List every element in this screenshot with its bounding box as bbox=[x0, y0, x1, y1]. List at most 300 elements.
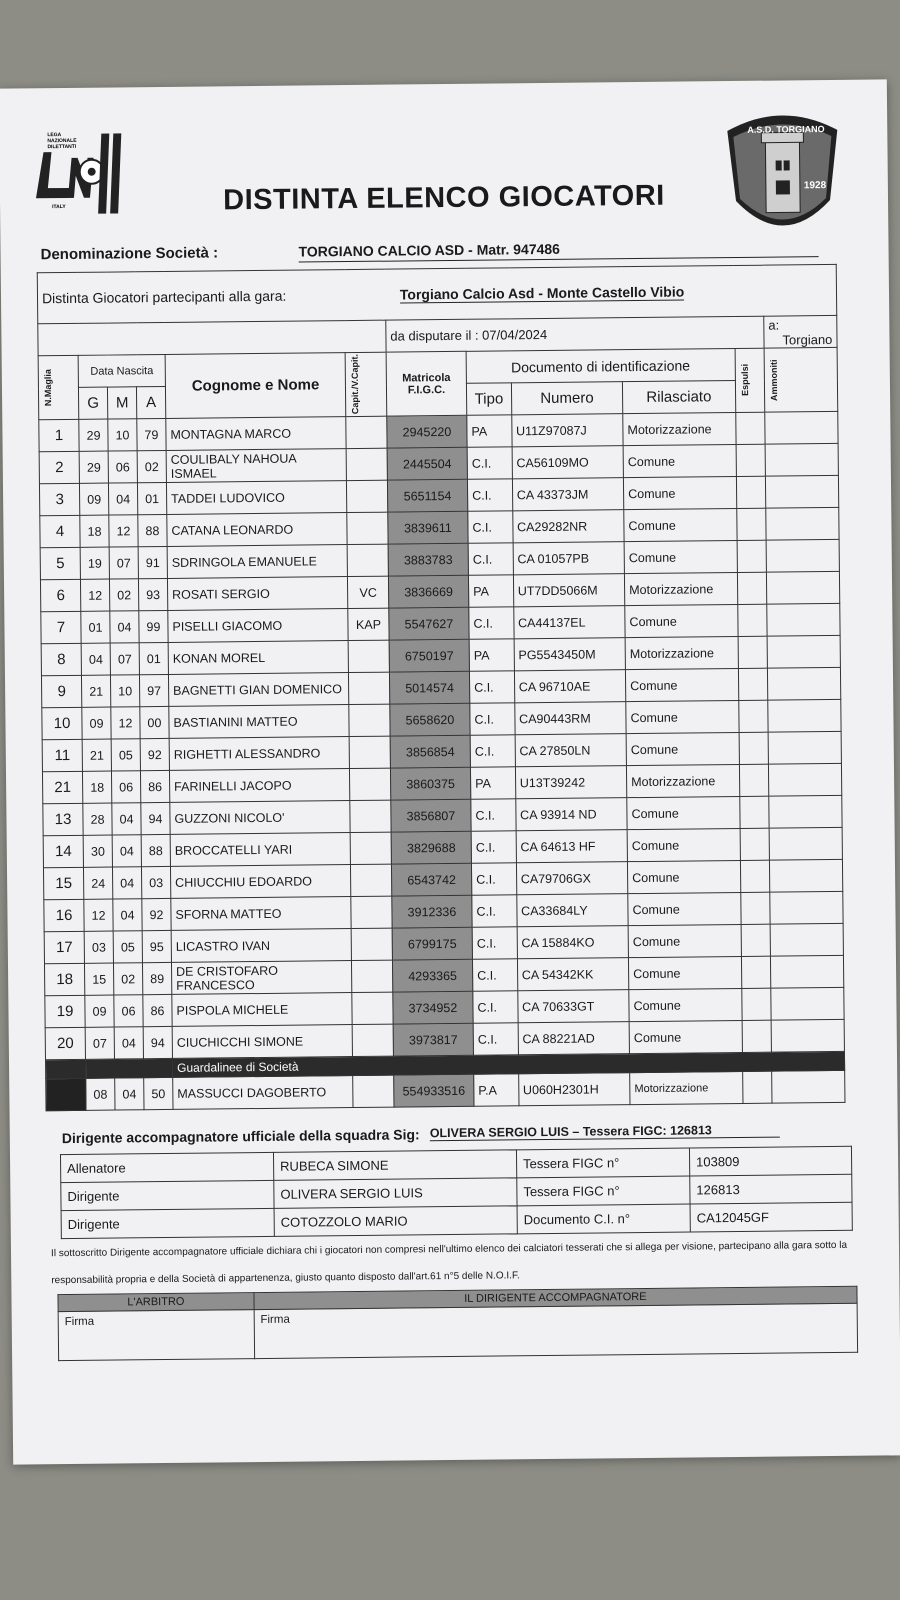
arbitro-label: L'ARBITRO bbox=[58, 1293, 254, 1312]
player-doc-rilasciato: Comune bbox=[624, 476, 737, 509]
player-ammoniti bbox=[765, 411, 838, 444]
player-matricola: 3973817 bbox=[393, 1023, 473, 1056]
player-maglia: 2 bbox=[39, 451, 79, 483]
player-doc-numero: CA33684LY bbox=[516, 894, 628, 927]
club-crest-name: A.S.D. TORGIANO bbox=[747, 124, 825, 135]
player-giorno: 01 bbox=[81, 611, 110, 643]
player-maglia: 16 bbox=[44, 899, 84, 931]
player-doc-tipo: C.I. bbox=[473, 1023, 518, 1055]
data-disputa: da disputare il : 07/04/2024 bbox=[386, 316, 764, 352]
player-giorno: 12 bbox=[81, 579, 110, 611]
player-matricola: 3836669 bbox=[388, 575, 468, 608]
player-doc-rilasciato: Comune bbox=[626, 732, 739, 765]
player-anno: 89 bbox=[143, 962, 172, 994]
player-ammoniti bbox=[766, 507, 839, 540]
societa-value: TORGIANO CALCIO ASD - Matr. 947486 bbox=[298, 238, 818, 262]
staff-doc-numero: CA12045GF bbox=[690, 1202, 852, 1232]
player-doc-rilasciato: Comune bbox=[628, 924, 741, 957]
player-ammoniti bbox=[769, 827, 842, 860]
col-capit-label: Capit./V.Capit. bbox=[349, 354, 361, 415]
guardalinee-ammoniti bbox=[772, 1070, 845, 1103]
player-nome: DE CRISTOFARO FRANCESCO bbox=[171, 961, 352, 995]
player-maglia: 7 bbox=[41, 611, 81, 643]
lnd-logo-line1: LEGA bbox=[47, 132, 62, 139]
player-doc-rilasciato: Motorizzazione bbox=[627, 764, 740, 797]
gara-row bbox=[37, 264, 836, 323]
player-matricola: 3839611 bbox=[388, 511, 468, 544]
gara-match: Torgiano Calcio Asd - Monte Castello Vibio bbox=[399, 283, 685, 303]
player-giorno: 21 bbox=[82, 675, 111, 707]
staff-doc-tipo: Documento C.I. n° bbox=[517, 1204, 690, 1234]
player-doc-rilasciato: Comune bbox=[627, 796, 740, 829]
player-maglia: 18 bbox=[44, 963, 84, 995]
player-anno: 02 bbox=[137, 450, 166, 482]
player-giorno: 18 bbox=[83, 771, 112, 803]
guardalinee-label: Guardalinee di Società bbox=[172, 1051, 844, 1077]
player-doc-numero: CA 70633GT bbox=[517, 990, 629, 1023]
club-crest bbox=[717, 110, 848, 241]
dirigente-firma[interactable]: Firma bbox=[254, 1303, 858, 1358]
player-maglia: 13 bbox=[43, 803, 83, 835]
player-capitano bbox=[352, 992, 393, 1024]
player-doc-tipo: C.I. bbox=[472, 927, 517, 959]
player-doc-rilasciato: Motorizzazione bbox=[623, 412, 736, 445]
gara-label: Distinta Giocatori partecipanti alla gara: bbox=[41, 287, 287, 307]
player-doc-tipo: C.I. bbox=[467, 447, 512, 479]
player-espulsi bbox=[740, 892, 770, 924]
player-espulsi bbox=[738, 636, 768, 668]
player-matricola: 6799175 bbox=[392, 927, 472, 960]
col-espulsi-header bbox=[735, 348, 765, 412]
player-capitano bbox=[346, 416, 387, 448]
player-doc-rilasciato: Comune bbox=[624, 540, 737, 573]
player-anno: 86 bbox=[143, 994, 172, 1026]
player-nome: FARINELLI JACOPO bbox=[169, 769, 350, 803]
player-maglia: 15 bbox=[43, 867, 83, 899]
player-giorno: 19 bbox=[80, 547, 109, 579]
player-mese: 02 bbox=[110, 579, 139, 611]
player-nome: SDRINGOLA EMANUELE bbox=[167, 545, 348, 579]
player-maglia: 14 bbox=[43, 835, 83, 867]
player-giorno: 29 bbox=[79, 451, 108, 483]
player-mese: 04 bbox=[114, 1027, 143, 1059]
player-doc-tipo: C.I. bbox=[471, 831, 516, 863]
player-nome: BAGNETTI GIAN DOMENICO bbox=[168, 673, 349, 707]
player-mese: 06 bbox=[108, 451, 137, 483]
col-tipo: Tipo bbox=[466, 383, 511, 415]
dirigente-label: Dirigente accompagnatore ufficiale della squadra Sig: bbox=[61, 1126, 420, 1147]
player-anno: 00 bbox=[140, 706, 169, 738]
player-capitano bbox=[352, 960, 393, 992]
player-doc-rilasciato: Comune bbox=[627, 828, 740, 861]
player-mese: 12 bbox=[109, 515, 138, 547]
staff-nome: RUBECA SIMONE bbox=[273, 1150, 516, 1181]
player-doc-tipo: PA bbox=[468, 575, 513, 607]
guardalinee-numero: U060H2301H bbox=[518, 1073, 630, 1106]
player-doc-tipo: PA bbox=[467, 415, 512, 447]
arbitro-firma[interactable]: Firma bbox=[58, 1310, 254, 1361]
gara-cell bbox=[37, 264, 836, 323]
player-nome: RIGHETTI ALESSANDRO bbox=[169, 737, 350, 771]
player-anno: 03 bbox=[142, 866, 171, 898]
player-giorno: 09 bbox=[80, 483, 109, 515]
player-mese: 05 bbox=[113, 931, 142, 963]
player-doc-tipo: C.I. bbox=[469, 607, 514, 639]
player-ammoniti bbox=[765, 475, 838, 508]
player-doc-numero: CA 15884KO bbox=[517, 926, 629, 959]
player-maglia: 1 bbox=[39, 419, 79, 451]
player-doc-numero: CA 43373JM bbox=[512, 478, 624, 511]
player-doc-rilasciato: Motorizzazione bbox=[625, 572, 738, 605]
player-anno: 97 bbox=[139, 674, 168, 706]
player-doc-numero: U13T39242 bbox=[515, 766, 627, 799]
player-mese: 04 bbox=[109, 483, 138, 515]
player-doc-numero: CA90443RM bbox=[514, 702, 626, 735]
guardalinee-g: 08 bbox=[86, 1078, 115, 1110]
player-maglia: 8 bbox=[41, 643, 81, 675]
player-giorno: 30 bbox=[83, 835, 112, 867]
luogo-cell bbox=[764, 315, 837, 348]
player-mese: 02 bbox=[114, 963, 143, 995]
col-a: A bbox=[136, 386, 165, 418]
declaration-text: Il sottoscritto Dirigente accompagnatore ufficiale dichiara chi i giocatori non compresi nell'ultimo elenco dei calciatori tesserati che si allega per visione, partecipano alla gara sotto la responsabilità propria e della Società di appartenenza, giusto quanto disposto dall'art.61 n°5 delle N.O.I.F. bbox=[50, 1239, 848, 1287]
player-mese: 04 bbox=[110, 611, 139, 643]
player-espulsi bbox=[738, 668, 768, 700]
player-espulsi bbox=[741, 956, 771, 988]
player-maglia: 21 bbox=[42, 771, 82, 803]
player-doc-rilasciato: Comune bbox=[624, 508, 737, 541]
lnd-logo-line3: DILETTANTI bbox=[47, 143, 77, 151]
player-doc-numero: CA 64613 HF bbox=[516, 830, 628, 863]
col-figc-label: F.I.G.C. bbox=[407, 383, 446, 396]
player-doc-rilasciato: Comune bbox=[626, 668, 739, 701]
player-giorno: 07 bbox=[85, 1027, 114, 1059]
player-nome: MONTAGNA MARCO bbox=[166, 417, 347, 451]
player-doc-numero: CA 54342KK bbox=[517, 958, 629, 991]
col-matricola-header bbox=[386, 351, 467, 416]
player-espulsi bbox=[735, 412, 765, 444]
player-ammoniti bbox=[768, 731, 841, 764]
player-matricola: 5651154 bbox=[387, 479, 467, 512]
player-anno: 95 bbox=[142, 930, 171, 962]
player-doc-numero: CA29282NR bbox=[512, 510, 624, 543]
player-espulsi bbox=[741, 988, 771, 1020]
player-ammoniti bbox=[765, 443, 838, 476]
staff-table bbox=[60, 1146, 853, 1239]
staff-nome: OLIVERA SERGIO LUIS bbox=[274, 1178, 517, 1209]
player-maglia: 9 bbox=[41, 675, 81, 707]
guardalinee-cap bbox=[353, 1075, 394, 1107]
staff-nome: COTOZZOLO MARIO bbox=[274, 1206, 517, 1237]
player-maglia: 11 bbox=[42, 739, 82, 771]
player-matricola: 3883783 bbox=[388, 543, 468, 576]
player-doc-rilasciato: Comune bbox=[629, 956, 742, 989]
player-nome: CHIUCCHIU EDOARDO bbox=[170, 865, 351, 899]
lnd-logo-line2: NAZIONALE bbox=[47, 137, 77, 145]
player-matricola: 6750197 bbox=[389, 639, 469, 672]
luogo-label: a: bbox=[768, 317, 780, 333]
signature-body bbox=[58, 1303, 857, 1360]
player-matricola: 3860375 bbox=[390, 767, 470, 800]
player-doc-numero: CA 96710AE bbox=[514, 670, 626, 703]
player-capitano bbox=[347, 512, 388, 544]
player-mese: 06 bbox=[112, 771, 141, 803]
player-nome: CIUCHICCHI SIMONE bbox=[172, 1025, 353, 1059]
col-numero: Numero bbox=[511, 382, 623, 415]
player-espulsi bbox=[736, 476, 766, 508]
player-ammoniti bbox=[767, 635, 840, 668]
player-doc-numero: U11Z97087J bbox=[511, 414, 623, 447]
col-nome-header: Cognome e Nome bbox=[165, 353, 346, 419]
player-anno: 86 bbox=[141, 770, 170, 802]
player-mese: 07 bbox=[110, 643, 139, 675]
player-nome: PISELLI GIACOMO bbox=[168, 609, 349, 643]
player-mese: 10 bbox=[111, 675, 140, 707]
player-giorno: 29 bbox=[79, 419, 108, 451]
player-doc-tipo: PA bbox=[469, 639, 514, 671]
player-giorno: 04 bbox=[81, 643, 110, 675]
player-doc-tipo: C.I. bbox=[473, 959, 518, 991]
players-table bbox=[37, 264, 846, 1111]
player-capitano: VC bbox=[348, 576, 389, 608]
player-ammoniti bbox=[769, 795, 842, 828]
staff-ruolo: Dirigente bbox=[61, 1180, 274, 1210]
player-doc-tipo: PA bbox=[470, 767, 515, 799]
col-maglia-label: N.Maglia bbox=[42, 369, 54, 407]
luogo-value: Torgiano bbox=[782, 331, 833, 347]
player-doc-tipo: C.I. bbox=[469, 671, 514, 703]
col-rilasciato: Rilasciato bbox=[623, 380, 736, 413]
player-ammoniti bbox=[770, 891, 843, 924]
dirigente-sign-label: IL DIRIGENTE ACCOMPAGNATORE bbox=[254, 1286, 857, 1309]
player-mese: 06 bbox=[114, 995, 143, 1027]
player-capitano bbox=[351, 896, 392, 928]
staff-doc-tipo: Tessera FIGC n° bbox=[516, 1148, 689, 1178]
player-matricola: 3856854 bbox=[390, 735, 470, 768]
player-maglia: 4 bbox=[40, 515, 80, 547]
col-m: M bbox=[108, 387, 137, 419]
player-maglia: 5 bbox=[40, 547, 80, 579]
player-espulsi bbox=[740, 828, 770, 860]
player-nome: ROSATI SERGIO bbox=[167, 577, 348, 611]
guardalinee-espulsi bbox=[742, 1071, 772, 1103]
player-doc-tipo: C.I. bbox=[472, 895, 517, 927]
player-espulsi bbox=[742, 1020, 772, 1052]
player-nome: TADDEI LUDOVICO bbox=[166, 481, 347, 515]
guardalinee-a: 50 bbox=[144, 1077, 173, 1109]
col-ammoniti-header bbox=[764, 347, 838, 412]
col-capit-header bbox=[345, 352, 386, 416]
player-anno: 94 bbox=[143, 1026, 172, 1058]
lnd-logo-italy: ITALY bbox=[52, 203, 66, 211]
player-espulsi bbox=[736, 508, 766, 540]
player-capitano bbox=[350, 768, 391, 800]
player-doc-rilasciato: Comune bbox=[628, 860, 741, 893]
col-maglia-header bbox=[38, 355, 79, 419]
player-capitano bbox=[350, 800, 391, 832]
player-matricola: 2445504 bbox=[387, 447, 467, 480]
player-doc-tipo: C.I. bbox=[472, 863, 517, 895]
club-crest-year: 1928 bbox=[803, 180, 827, 192]
guardalinee-marker bbox=[46, 1078, 86, 1110]
player-mese: 04 bbox=[112, 835, 141, 867]
player-doc-numero: CA 27850LN bbox=[515, 734, 627, 767]
player-espulsi bbox=[739, 732, 769, 764]
player-doc-numero: CA79706GX bbox=[516, 862, 628, 895]
guardalinee-tipo: P.A bbox=[474, 1074, 519, 1106]
staff-ruolo: Dirigente bbox=[61, 1208, 274, 1238]
player-doc-numero: CA 01057PB bbox=[513, 542, 625, 575]
player-maglia: 17 bbox=[44, 931, 84, 963]
player-espulsi bbox=[741, 924, 771, 956]
player-maglia: 10 bbox=[42, 707, 82, 739]
player-capitano bbox=[351, 864, 392, 896]
player-espulsi bbox=[740, 860, 770, 892]
document-sheet bbox=[0, 79, 900, 1464]
col-ammoniti-label: Ammoniti bbox=[768, 359, 780, 401]
player-capitano bbox=[347, 480, 388, 512]
col-documento: Documento di identificazione bbox=[466, 348, 735, 383]
player-anno: 92 bbox=[142, 898, 171, 930]
guardalinee-bar-spacer-2 bbox=[86, 1058, 173, 1078]
player-doc-numero: PG5543450M bbox=[514, 638, 626, 671]
player-giorno: 09 bbox=[85, 995, 114, 1027]
player-nome: LICASTRO IVAN bbox=[171, 929, 352, 963]
player-ammoniti bbox=[766, 571, 839, 604]
player-capitano bbox=[347, 544, 388, 576]
player-anno: 94 bbox=[141, 802, 170, 834]
staff-ruolo: Allenatore bbox=[60, 1152, 273, 1182]
player-capitano bbox=[348, 640, 389, 672]
guardalinee-matricola: 554933516 bbox=[394, 1074, 474, 1107]
player-matricola: 6543742 bbox=[391, 863, 471, 896]
player-nome: SFORNA MATTEO bbox=[171, 897, 352, 931]
player-doc-tipo: C.I. bbox=[470, 703, 515, 735]
data-row-spacer bbox=[38, 320, 386, 356]
player-anno: 92 bbox=[140, 738, 169, 770]
player-doc-rilasciato: Motorizzazione bbox=[625, 636, 738, 669]
player-matricola: 3912336 bbox=[392, 895, 472, 928]
player-capitano bbox=[351, 928, 392, 960]
player-doc-numero: CA44137EL bbox=[513, 606, 625, 639]
player-doc-rilasciato: Comune bbox=[626, 700, 739, 733]
player-matricola: 2945220 bbox=[387, 415, 467, 448]
player-nome: GUZZONI NICOLO' bbox=[170, 801, 351, 835]
player-anno: 91 bbox=[138, 546, 167, 578]
col-g: G bbox=[79, 387, 108, 419]
player-espulsi bbox=[739, 796, 769, 828]
signature-table bbox=[57, 1286, 858, 1361]
player-doc-rilasciato: Comune bbox=[629, 1020, 742, 1053]
player-doc-numero: CA56109MO bbox=[512, 446, 624, 479]
player-doc-numero: CA 93914 ND bbox=[515, 798, 627, 831]
player-anno: 99 bbox=[139, 610, 168, 642]
player-ammoniti bbox=[769, 859, 842, 892]
player-nome: KONAN MOREL bbox=[168, 641, 349, 675]
guardalinee-nome: MASSUCCI DAGOBERTO bbox=[173, 1076, 354, 1110]
player-maglia: 20 bbox=[45, 1027, 85, 1059]
player-giorno: 15 bbox=[85, 963, 114, 995]
societa-label: Denominazione Società : bbox=[40, 244, 219, 264]
player-matricola: 3829688 bbox=[391, 831, 471, 864]
player-nome: PISPOLA MICHELE bbox=[172, 993, 353, 1027]
player-nome: CATANA LEONARDO bbox=[167, 513, 348, 547]
player-doc-rilasciato: Comune bbox=[625, 604, 738, 637]
player-mese: 07 bbox=[109, 547, 138, 579]
player-espulsi bbox=[737, 540, 767, 572]
player-doc-rilasciato: Comune bbox=[623, 444, 736, 477]
staff-doc-numero: 126813 bbox=[690, 1174, 852, 1204]
player-doc-numero: UT7DD5066M bbox=[513, 574, 625, 607]
player-doc-rilasciato: Comune bbox=[629, 988, 742, 1021]
player-matricola: 3734952 bbox=[393, 991, 473, 1024]
player-anno: 93 bbox=[138, 578, 167, 610]
player-ammoniti bbox=[770, 955, 843, 988]
player-matricola: 5014574 bbox=[389, 671, 469, 704]
player-ammoniti bbox=[770, 923, 843, 956]
player-doc-tipo: C.I. bbox=[468, 511, 513, 543]
player-espulsi bbox=[737, 572, 767, 604]
player-giorno: 28 bbox=[83, 803, 112, 835]
col-matricola-label: Matricola bbox=[402, 371, 451, 384]
player-ammoniti bbox=[771, 1019, 844, 1052]
player-espulsi bbox=[739, 764, 769, 796]
guardalinee-bar-spacer bbox=[45, 1059, 85, 1078]
player-mese: 04 bbox=[113, 867, 142, 899]
player-matricola: 3856807 bbox=[391, 799, 471, 832]
dirigente-value: OLIVERA SERGIO LUIS – Tessera FIGC: 126813 bbox=[430, 1123, 780, 1142]
player-maglia: 19 bbox=[45, 995, 85, 1027]
player-mese: 12 bbox=[111, 707, 140, 739]
player-espulsi bbox=[738, 700, 768, 732]
document-title: DISTINTA ELENCO GIOCATORI bbox=[223, 179, 665, 217]
guardalinee-rilasciato: Motorizzazione bbox=[630, 1071, 743, 1104]
player-capitano bbox=[346, 448, 387, 480]
player-mese: 10 bbox=[108, 419, 137, 451]
player-ammoniti bbox=[767, 667, 840, 700]
player-anno: 01 bbox=[137, 482, 166, 514]
col-espulsi-label: Espulsi bbox=[739, 364, 750, 397]
player-mese: 05 bbox=[111, 739, 140, 771]
player-nome: BASTIANINI MATTEO bbox=[169, 705, 350, 739]
player-ammoniti bbox=[768, 763, 841, 796]
player-mese: 04 bbox=[112, 803, 141, 835]
player-capitano bbox=[349, 672, 390, 704]
player-rows bbox=[39, 411, 845, 1059]
player-doc-tipo: C.I. bbox=[470, 735, 515, 767]
player-giorno: 18 bbox=[80, 515, 109, 547]
player-capitano bbox=[352, 1024, 393, 1056]
staff-doc-numero: 103809 bbox=[689, 1146, 851, 1176]
player-nome: COULIBALY NAHOUA ISMAEL bbox=[166, 449, 347, 483]
player-matricola: 5547627 bbox=[389, 607, 469, 640]
player-anno: 01 bbox=[139, 642, 168, 674]
player-capitano bbox=[350, 832, 391, 864]
player-mese: 04 bbox=[113, 899, 142, 931]
player-capitano bbox=[349, 704, 390, 736]
player-matricola: 5658620 bbox=[390, 703, 470, 736]
player-giorno: 21 bbox=[82, 739, 111, 771]
staff-rows bbox=[60, 1146, 852, 1238]
player-maglia: 3 bbox=[39, 483, 79, 515]
player-anno: 88 bbox=[141, 834, 170, 866]
player-ammoniti bbox=[767, 603, 840, 636]
player-doc-numero: CA 88221AD bbox=[518, 1022, 630, 1055]
player-giorno: 12 bbox=[84, 899, 113, 931]
player-giorno: 09 bbox=[82, 707, 111, 739]
player-maglia: 6 bbox=[40, 579, 80, 611]
player-giorno: 24 bbox=[84, 867, 113, 899]
